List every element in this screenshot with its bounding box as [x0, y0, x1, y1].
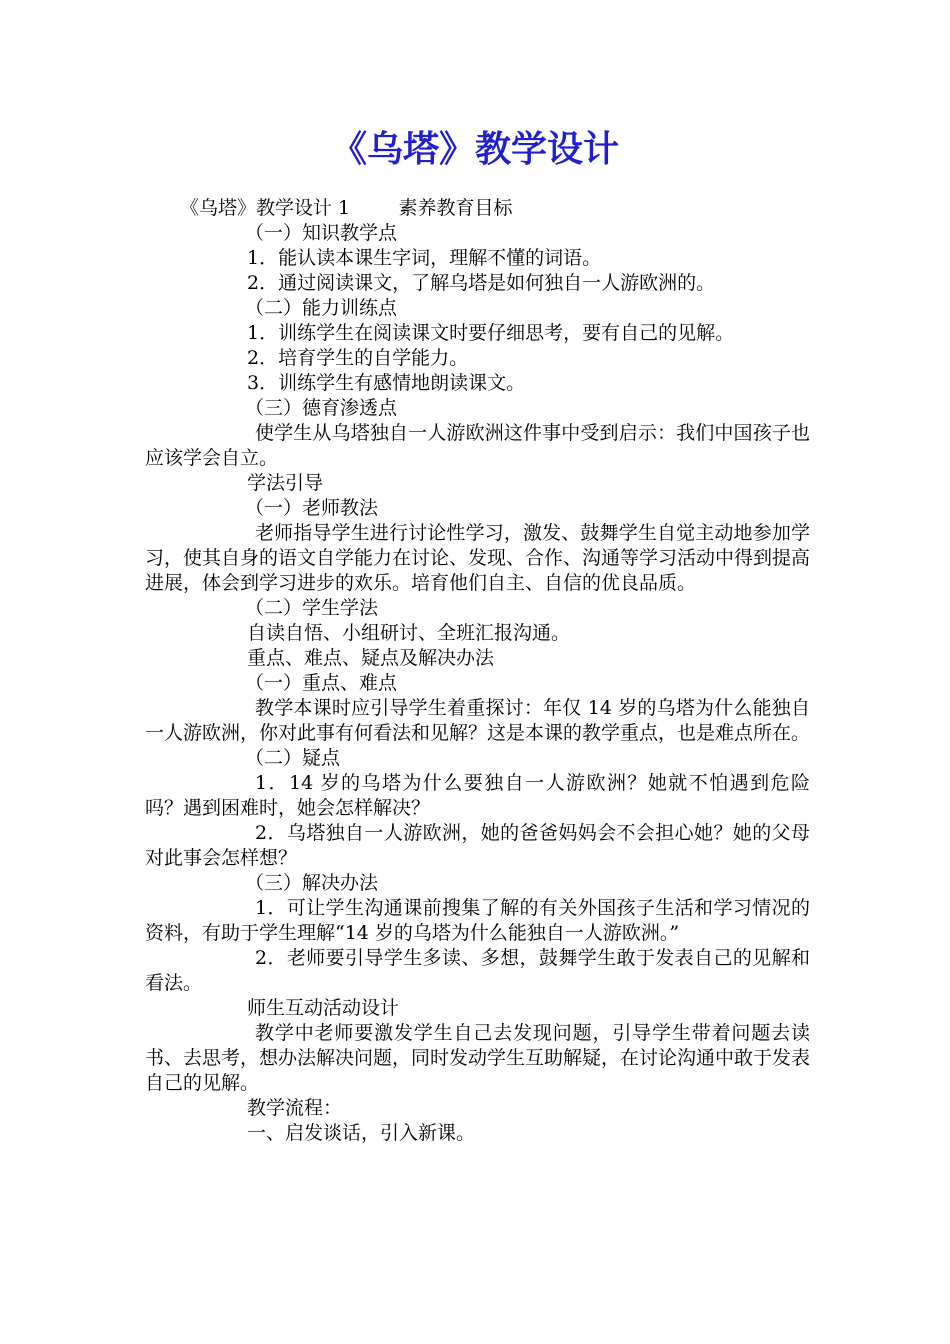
subheading: 学法引导 [247, 472, 324, 494]
list-item: 1．能认读本课生字词，理解不懂的词语。 [247, 247, 602, 269]
paragraph: 1．14 岁的乌塔为什么要独自一人游欧洲？她就不怕遇到危险吗？遇到困难时，她会怎样解决？ [145, 772, 810, 819]
paragraph: 1．可让学生沟通课前搜集了解的有关外国孩子生活和学习情况的资料，有助于学生理解“14 岁的乌塔为什么能独自一人游欧洲。” [145, 897, 810, 944]
section-heading: （二）学生学法 [245, 597, 379, 619]
list-item: 1．训练学生在阅读课文时要仔细思考，要有自己的见解。 [247, 322, 735, 344]
subheading: 一、启发谈话，引入新课。 [247, 1122, 476, 1144]
section-heading: （二）疑点 [245, 747, 341, 769]
paragraph: 教学本课时应引导学生着重探讨：年仅 14 岁的乌塔为什么能独自一人游欧洲，你对此事有何看法和见解？这是本课的教学重点，也是难点所在。 [145, 697, 811, 744]
section-heading: （一）重点、难点 [245, 672, 398, 694]
section-heading: （三）德育渗透点 [245, 397, 398, 419]
list-item: 3．训练学生有感情地朗读课文。 [247, 372, 526, 394]
paragraph: 老师指导学生进行讨论性学习，激发、鼓舞学生自觉主动地参加学习，使其自身的语文自学能力在讨论、发现、合作、沟通等学习活动中得到提高进展，体会到学习进步的欢乐。培育他们自主、自信的优良品质。 [145, 522, 811, 594]
paragraph: 2．老师要引导学生多读、多想，鼓舞学生敢于发表自己的见解和看法。 [145, 947, 810, 994]
paragraph: 2．乌塔独自一人游欧洲，她的爸爸妈妈会不会担心她？她的父母对此事会怎样想？ [145, 822, 810, 869]
list-item: 2．培育学生的自学能力。 [247, 347, 469, 369]
header-line: 《乌塔》教学设计 1 素养教育目标 [180, 197, 513, 219]
document-body [145, 196, 810, 1146]
paragraph: 使学生从乌塔独自一人游欧洲这件事中受到启示：我们中国孩子也应该学会自立。 [145, 422, 810, 469]
subheading: 教学流程： [247, 1097, 343, 1119]
subheading: 自读自悟、小组研讨、全班汇报沟通。 [247, 622, 571, 644]
subheading: 重点、难点、疑点及解决办法 [247, 647, 495, 669]
document-title: 《乌塔》教学设计 [330, 129, 619, 170]
list-item: 2．通过阅读课文，了解乌塔是如何独自一人游欧洲的。 [247, 272, 716, 294]
section-heading: （一）老师教法 [245, 497, 379, 519]
subheading: 师生互动活动设计 [247, 997, 400, 1019]
section-heading: （二）能力训练点 [245, 297, 398, 319]
section-heading: （三）解决办法 [245, 872, 379, 894]
section-heading: （一）知识教学点 [245, 222, 398, 244]
paragraph: 教学中老师要激发学生自己去发现问题，引导学生带着问题去读书、去思考，想办法解决问题，同时发动学生互助解疑，在讨论沟通中敢于发表自己的见解。 [145, 1022, 811, 1094]
